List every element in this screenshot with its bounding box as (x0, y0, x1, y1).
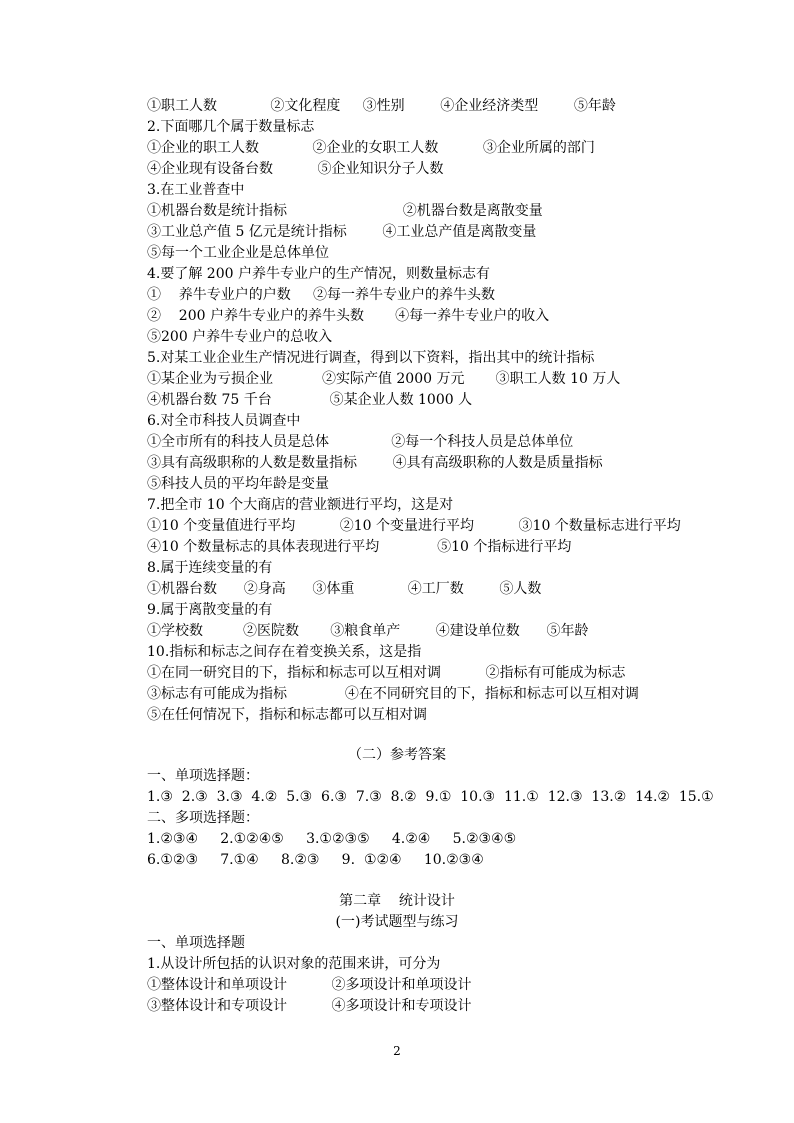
text-line: ② 200 户养牛专业户的养牛头数 ④每一养牛专业户的收入 (147, 308, 550, 324)
chapter-title: 第二章 统计设计 (339, 893, 455, 909)
text-line: ① 养牛专业户的户数 ②每一养牛专业户的养牛头数 (147, 287, 496, 303)
question-line: 5.对某工业企业生产情况进行调查，得到以下资料，指出其中的统计指标 (147, 350, 595, 366)
question-line: 4.要了解 200 户养牛专业户的生产情况，则数量标志有 (147, 266, 490, 282)
section-label: 一、单项选择题 (147, 935, 245, 951)
question-line: 9.属于离散变量的有 (147, 602, 273, 618)
text-line: ①机器台数 ②身高 ③体重 ④工厂数 ⑤人数 (147, 581, 542, 597)
text-line: ①整体设计和单项设计 ②多项设计和单项设计 (147, 977, 472, 993)
question-line: 3.在工业普查中 (147, 182, 245, 198)
text-line: ③标志有可能成为指标 ④在不同研究目的下，指标和标志可以互相对调 (147, 686, 639, 702)
question-line: 1.从设计所包括的认识对象的范围来讲，可分为 (147, 956, 441, 972)
answers-line: 1.②③④ 2.①②④⑤ 3.①②③⑤ 4.②④ 5.②③④⑤ (147, 831, 517, 847)
text-line: ①学校数 ②医院数 ③粮食单产 ④建设单位数 ⑤年龄 (147, 623, 589, 639)
text-line: ①机器台数是统计指标 ②机器台数是离散变量 (147, 203, 543, 219)
text-line: ①10 个变量值进行平均 ②10 个变量进行平均 ③10 个数量标志进行平均 (147, 518, 681, 534)
answers-line: 1.③ 2.③ 3.③ 4.② 5.③ 6.③ 7.③ 8.② 9.① 10.③ 11.① 12.③ 13.② 14.② 15.① (147, 789, 714, 805)
answers-section-label: 二、多项选择题： (147, 810, 259, 826)
page-number: 2 (393, 1044, 401, 1058)
text-line: ④机器台数 75 千台 ⑤某企业人数 1000 人 (147, 392, 473, 408)
answers-section-label: 一、单项选择题： (147, 768, 259, 784)
text-line: ①全市所有的科技人员是总体 ②每一个科技人员是总体单位 (147, 434, 574, 450)
answers-line: 6.①②③ 7.①④ 8.②③ 9. ①②④ 10.②③④ (147, 852, 484, 868)
answers-heading: （二）参考答案 (348, 747, 446, 763)
chapter-subtitle: (一)考试题型与练习 (335, 914, 459, 930)
text-line: ③工业总产值 5 亿元是统计指标 ④工业总产值是离散变量 (147, 224, 537, 240)
text-line: ⑤每一个工业企业是总体单位 (147, 245, 329, 261)
text-line: ⑤在任何情况下，指标和标志都可以互相对调 (147, 707, 427, 723)
question-line: 6.对全市科技人员调查中 (147, 413, 301, 429)
question-line: 2.下面哪几个属于数量标志 (147, 119, 315, 135)
text-line: ③整体设计和专项设计 ④多项设计和专项设计 (147, 998, 472, 1014)
question-line: 8.属于连续变量的有 (147, 560, 273, 576)
question-line: 7.把全市 10 个大商店的营业额进行平均，这是对 (147, 497, 454, 513)
text-line: ⑤200 户养牛专业户的总收入 (147, 329, 333, 345)
text-line: ④10 个数量标志的具体表现进行平均 ⑤10 个指标进行平均 (147, 539, 572, 555)
text-line: ①职工人数 ②文化程度 ③性别 ④企业经济类型 ⑤年龄 (147, 98, 616, 114)
text-line: ①某企业为亏损企业 ②实际产值 2000 万元 ③职工人数 10 万人 (147, 371, 621, 387)
text-line: ①在同一研究目的下，指标和标志可以互相对调 ②指标有可能成为标志 (147, 665, 626, 681)
text-line: ⑤科技人员的平均年龄是变量 (147, 476, 329, 492)
question-line: 10.指标和标志之间存在着变换关系，这是指 (147, 644, 422, 660)
text-line: ④企业现有设备台数 ⑤企业知识分子人数 (147, 161, 444, 177)
text-line: ①企业的职工人数 ②企业的女职工人数 ③企业所属的部门 (147, 140, 595, 156)
text-line: ③具有高级职称的人数是数量指标 ④具有高级职称的人数是质量指标 (147, 455, 603, 471)
